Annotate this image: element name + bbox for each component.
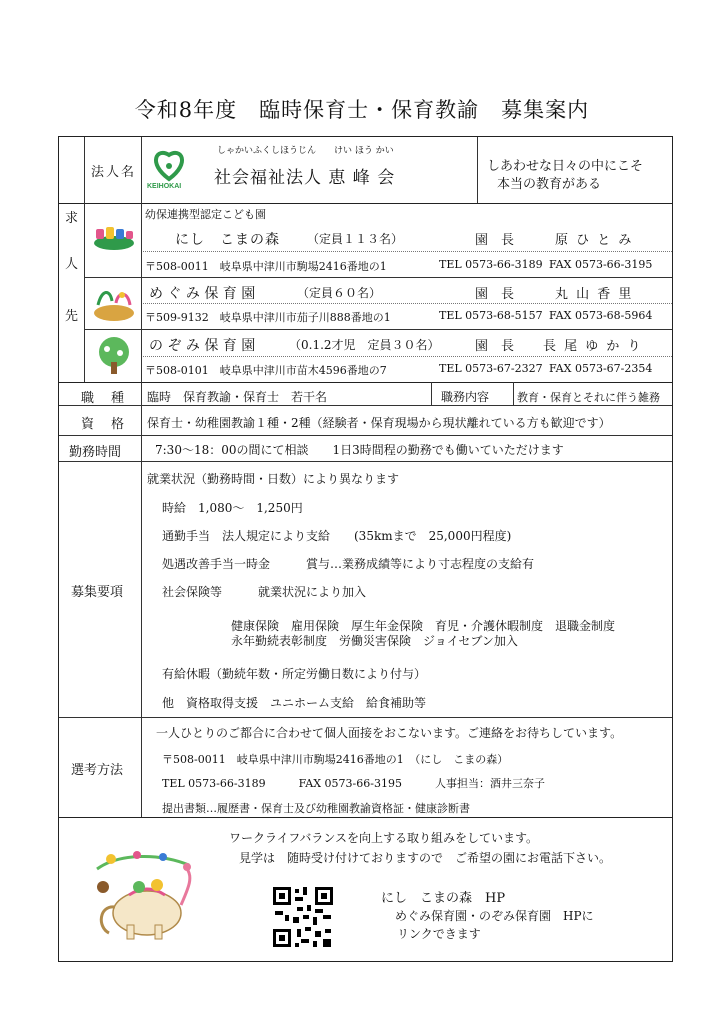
duty-value: 教育・保育とそれに伴う雑務 — [517, 391, 660, 404]
megumi-logo — [92, 283, 136, 323]
facility-tel: TEL 0573-68-5157 — [439, 309, 543, 322]
head-title: 園 長 — [475, 287, 515, 302]
recruiters-label-3: 先 — [65, 309, 81, 324]
facility-address: 〒508-0011 岐阜県中津川市駒場2416番地の1 — [145, 260, 387, 273]
selection-line: TEL 0573-66-3189 FAX 0573-66-3195 人事担当：酒井三奈子 — [162, 777, 545, 790]
facility-fax: FAX 0573-66-3195 — [549, 258, 653, 271]
footer-line-2: 見学は 随時受け付けておりますので ご希望の園にお電話下さい。 — [239, 851, 612, 865]
hp-line-3: リンクできます — [397, 927, 481, 941]
requirements-line: 他 資格取得支援 ユニホーム支給 給食補助等 — [162, 696, 427, 710]
facility-capacity: （定員６０名） — [297, 286, 382, 300]
facility-address: 〒509-9132 岐阜県中津川市茄子川888番地の1 — [145, 311, 391, 324]
qualification-value: 保育士・幼稚園教諭１種・2種（経験者・保育現場から現状離れている方も歓迎です） — [147, 416, 611, 430]
facility-fax: FAX 0573-67-2354 — [549, 362, 653, 375]
facility-name: め ぐ み 保 育 園 — [149, 286, 256, 302]
employer-furigana: しゃかいふくしほうじん けい ほう かい — [217, 146, 394, 156]
nozomi-logo — [92, 334, 136, 378]
qr-code — [271, 885, 335, 949]
slogan-line-2: 本当の教育がある — [497, 177, 602, 192]
logo-wordmark: KEIHOKAI — [147, 183, 182, 190]
children-animals-illustration — [89, 847, 201, 947]
head-name: 原 ひ と み — [555, 233, 634, 248]
requirements-line: 社会保険等 就業状況により加入 — [162, 585, 367, 599]
hours-label: 勤務時間 — [69, 445, 122, 460]
selection-label: 選考方法 — [71, 763, 124, 778]
recruiters-label-2: 人 — [65, 257, 81, 272]
hp-title: にし こまの森 HP — [381, 891, 506, 906]
recruiters-label-1: 求 — [65, 211, 81, 226]
job-label: 職 種 — [81, 391, 127, 406]
job-value: 臨時 保育教諭・保育士 若干名 — [147, 390, 328, 404]
qualification-label: 資 格 — [81, 417, 127, 432]
duty-label: 職務内容 — [441, 390, 490, 404]
facility-address: 〒508-0101 岐阜県中津川市苗木4596番地の7 — [145, 364, 387, 377]
head-title: 園 長 — [475, 233, 515, 248]
recruitment-table — [58, 136, 673, 962]
facility-capacity: （定員１１３名） — [307, 232, 404, 246]
requirements-line: 有給休暇（勤続年数・所定労働日数により付与） — [162, 667, 427, 681]
facility-name: にし こまの森 — [175, 232, 280, 248]
facility-tel: TEL 0573-67-2327 — [439, 362, 543, 375]
footer-line-1: ワークライフバランスを向上する取り組みをしています。 — [229, 831, 539, 845]
employer-name: 社会福祉法人 恵 峰 会 — [214, 168, 396, 188]
head-name: 長 尾 ゆ か り — [543, 339, 643, 354]
requirements-line: 就業状況（勤務時間・日数）により異なります — [147, 472, 400, 486]
requirements-line: 永年勤続表彰制度 労働災害保険 ジョイセブン加入 — [231, 634, 518, 648]
hp-line-2: めぐみ保育園・のぞみ保育園 HPに — [395, 909, 594, 923]
facility-tel: TEL 0573-66-3189 — [439, 258, 543, 271]
requirements-line: 時給 1,080～ 1,250円 — [162, 501, 303, 515]
facility-fax: FAX 0573-68-5964 — [549, 309, 653, 322]
slogan-line-1: しあわせな日々の中にこそ — [487, 159, 644, 174]
selection-line: 〒508-0011 岐阜県中津川市駒場2416番地の1 （にし こまの森） — [162, 753, 509, 766]
hours-value: 7:30～18：00の間にて相談 1日3時間程の勤務でも働いていただけます — [155, 443, 564, 457]
requirements-line: 通勤手当 法人規定により支給 (35kmまで 25,000円程度) — [162, 529, 512, 543]
nishi-komanomori-logo — [92, 221, 136, 251]
page-title: 令和8年度 臨時保育士・保育教諭 募集案内 — [134, 98, 590, 122]
selection-line: 提出書類…履歴書・保育士及び幼稚園教諭資格証・健康診断書 — [162, 802, 470, 815]
requirements-line: 処遇改善手当一時金 賞与…業務成績等により寸志程度の支給有 — [162, 557, 535, 571]
facility-name: の ぞ み 保 育 園 — [149, 338, 256, 354]
employer-label: 法人名 — [91, 165, 137, 180]
head-name: 丸 山 香 里 — [555, 287, 634, 302]
selection-line: 一人ひとりのご都合に合わせて個人面接をおこないます。ご連絡をお待ちしています。 — [156, 726, 623, 740]
facility-capacity: （0.1.2才児 定員３０名） — [289, 338, 440, 352]
requirements-line: 健康保険 雇用保険 厚生年金保険 育児・介護休暇制度 退職金制度 — [231, 619, 616, 633]
facility-type-note: 幼保連携型認定こども園 — [145, 208, 266, 221]
requirements-label: 募集要項 — [71, 585, 124, 600]
head-title: 園 長 — [475, 339, 515, 354]
